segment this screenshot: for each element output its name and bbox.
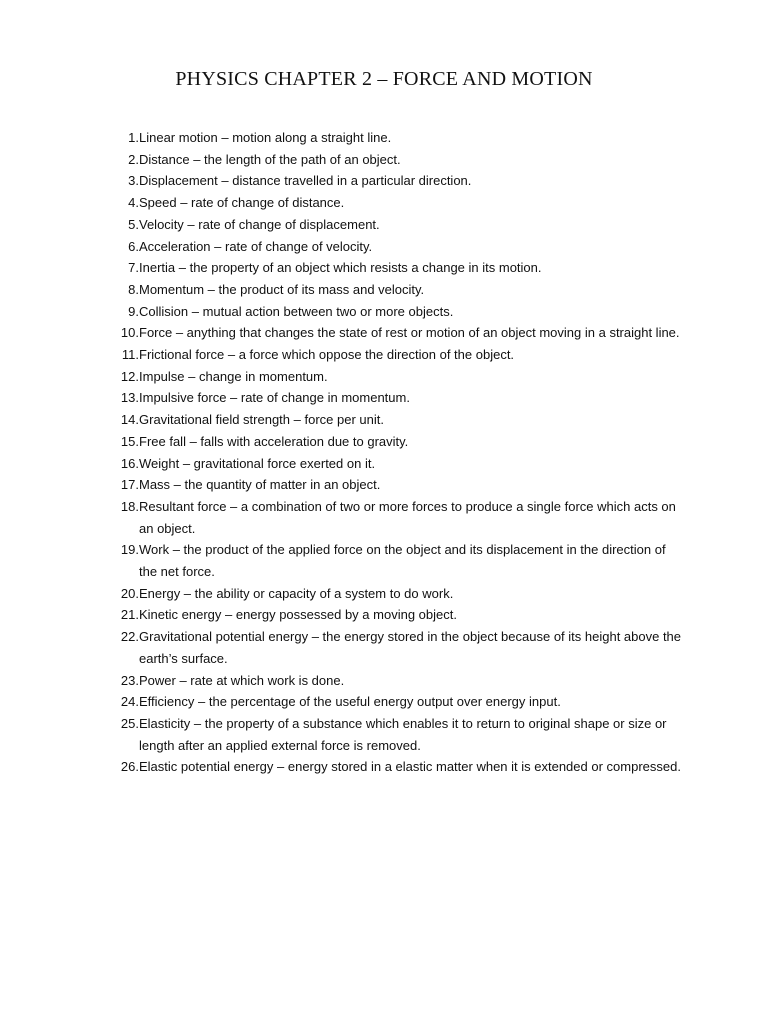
list-item [104,691,684,713]
item-text: Resultant force – a combination of two or more forces to produce a single force which acts on an object. [139,498,676,536]
item-number: 3. [128,173,139,189]
list-item [104,192,684,214]
item-text: Displacement – distance travelled in a particular direction. [139,173,472,189]
item-text: Speed – rate of change of distance. [139,195,345,211]
list-item [104,604,684,626]
item-text: Mass – the quantity of matter in an object. [139,477,381,493]
list-item [104,713,684,756]
item-text: Gravitational field strength – force per unit. [139,412,384,428]
item-number: 11. [121,347,139,363]
item-number: 16. [120,455,139,471]
list-item [104,257,684,279]
list-item [104,236,684,258]
list-item [104,366,684,388]
item-text: Elastic potential energy – energy stored in a elastic matter when it is extended or compressed. [139,759,681,775]
list-item [104,496,684,539]
item-number: 17. [120,477,139,493]
item-text: Power – rate at which work is done. [139,672,345,688]
list-item [104,387,684,409]
definition-list [104,127,684,778]
item-number: 23. [120,672,139,688]
list-item [104,127,684,149]
item-text: Efficiency – the percentage of the useful energy output over energy input. [139,694,561,710]
list-item [104,756,684,778]
item-number: 12. [120,368,139,384]
list-item [104,149,684,171]
list-item [104,409,684,431]
item-text: Energy – the ability or capacity of a system to do work. [139,585,454,601]
item-number: 8. [128,281,139,297]
list-item [104,301,684,323]
item-number: 7. [128,260,139,276]
item-text: Inertia – the property of an object which resists a change in its motion. [139,260,542,276]
item-text: Frictional force – a force which oppose the direction of the object. [139,347,515,363]
list-item [104,322,684,344]
item-number: 2. [128,151,139,167]
item-text: Impulse – change in momentum. [139,368,328,384]
item-number: 5. [128,216,139,232]
item-number: 19. [120,542,139,558]
list-item [104,583,684,605]
item-number: 10. [120,325,139,341]
item-number: 24. [120,694,139,710]
page-title: PHYSICS CHAPTER 2 – FORCE AND MOTION [175,68,593,90]
item-text: Free fall – falls with acceleration due to gravity. [139,433,409,449]
item-number: 21. [120,607,139,623]
item-number: 4. [128,195,139,211]
item-number: 14. [120,412,139,428]
item-text: Velocity – rate of change of displacement. [139,216,380,232]
item-text: Gravitational potential energy – the energy stored in the object because of its height above the earth’s surface. [139,629,682,666]
item-number: 26. [120,759,139,775]
item-text: Linear motion – motion along a straight line. [139,130,392,145]
item-number: 13. [120,390,139,406]
item-text: Force – anything that changes the state of rest or motion of an object moving in a straight line. [139,325,680,341]
item-number: 1. [128,130,139,145]
item-number: 25. [120,715,139,731]
list-item [104,214,684,236]
list-item [104,344,684,366]
list-item [104,626,684,669]
item-text: Elasticity – the property of a substance which enables it to return to original shape or size or length after an applied external force is removed. [139,715,667,753]
item-text: Distance – the length of the path of an object. [139,151,401,167]
item-text: Weight – gravitational force exerted on it. [139,455,376,471]
list-item [104,170,684,192]
item-number: 6. [128,238,139,254]
list-item [104,539,684,582]
list-item [104,453,684,475]
item-text: Acceleration – rate of change of velocity. [139,238,373,254]
item-text: Impulsive force – rate of change in momentum. [139,390,410,406]
list-item [104,670,684,692]
item-number: 15. [120,433,139,449]
list-item [104,279,684,301]
item-number: 20. [120,585,139,601]
item-text: Collision – mutual action between two or more objects. [139,303,454,319]
item-number: 9. [128,303,139,319]
item-number: 18. [120,498,139,514]
item-number: 22. [120,629,139,645]
list-item [104,474,684,496]
item-text: Kinetic energy – energy possessed by a moving object. [139,607,457,623]
list-item [104,431,684,453]
item-text: Work – the product of the applied force on the object and its displacement in the direction of the net force. [139,542,666,580]
item-text: Momentum – the product of its mass and velocity. [139,281,425,297]
